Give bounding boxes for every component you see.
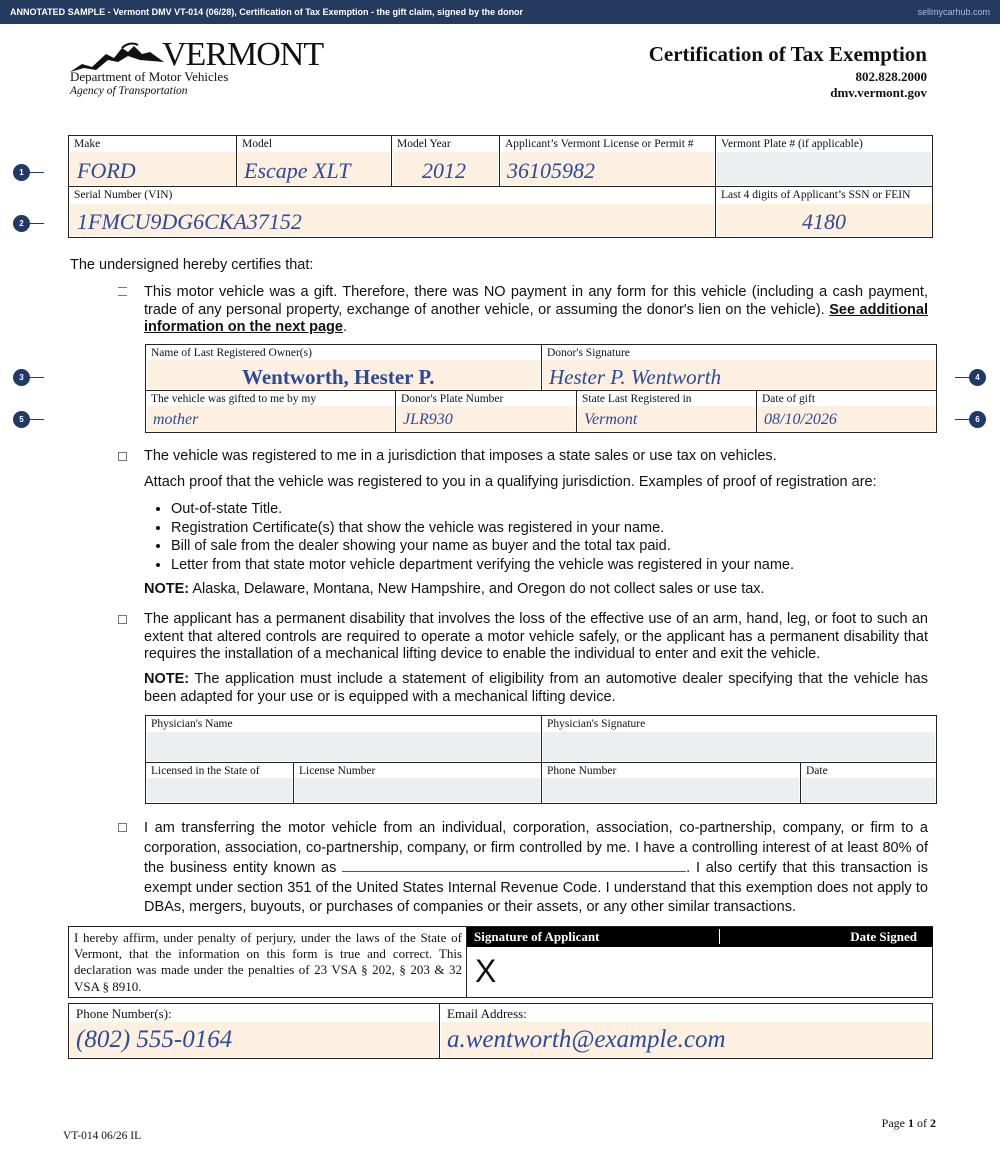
- state-value[interactable]: Vermont: [584, 411, 638, 428]
- phone-label: Phone Number(s):: [76, 1006, 172, 1021]
- make-cell: [69, 136, 237, 187]
- physician-phone-cell: [542, 763, 801, 803]
- phone-value[interactable]: (802) 555-0164: [76, 1026, 233, 1053]
- license-label: Applicant’s Vermont License or Permit #: [505, 138, 694, 150]
- relation-label: The vehicle was gifted to me by my: [151, 393, 317, 405]
- owner-label: Name of Last Registered Owner(s): [151, 347, 312, 359]
- ssn-cell: [716, 187, 932, 237]
- marker-4: 4: [969, 369, 986, 386]
- list-item: • Out-of-state Title.: [171, 500, 928, 519]
- jurisdiction-attach: Attach proof that the vehicle was registered to you in a qualifying jurisdiction. Examples of proof of registration are:: [144, 474, 877, 490]
- date-signed-label: Date Signed: [850, 929, 917, 944]
- form-id: VT-014 06/26 IL: [63, 1130, 142, 1142]
- relation-value[interactable]: mother: [153, 411, 199, 428]
- physician-name-label: Physician's Name: [151, 718, 233, 730]
- licensed-state-label: Licensed in the State of: [151, 765, 260, 777]
- physician-signature-label: Physician's Signature: [547, 718, 646, 730]
- affirmation-box: [68, 926, 933, 998]
- additional-info-link[interactable]: See additional information on the next page: [144, 301, 929, 335]
- marker-1: 1: [13, 164, 30, 181]
- page-number: Page 1 of 2: [881, 1116, 936, 1130]
- physician-name-cell: [146, 716, 542, 763]
- physician-date-label: Date: [806, 765, 828, 777]
- donor-signature-label: Donor's Signature: [547, 347, 630, 359]
- year-value[interactable]: 2012: [422, 158, 466, 183]
- marker-6: 6: [969, 411, 986, 428]
- license-value[interactable]: 36105982: [507, 158, 595, 183]
- form-title: Certification of Tax Exemption: [648, 42, 927, 66]
- disability-checkbox[interactable]: [118, 615, 127, 624]
- licensed-state-cell: [146, 763, 294, 803]
- gift-date-value[interactable]: 08/10/2026: [764, 411, 837, 428]
- year-label: Model Year: [397, 138, 451, 150]
- gift-date-cell: [757, 391, 936, 432]
- transfer-text-after: . I also certify that this transaction is exempt under section 351 of the United States Internal Revenue Code. I understand that this exemption does not apply to DBAs, mergers, buyouts, or purchases of companies or their assets, or any other similar transactions.: [144, 860, 929, 915]
- proof-list: [144, 500, 928, 574]
- make-value[interactable]: FORD: [77, 158, 136, 183]
- donor-plate-cell: [396, 391, 577, 432]
- license-cell: [500, 136, 716, 187]
- year-cell: [392, 136, 500, 187]
- signature-area: [466, 927, 932, 997]
- vermont-logo: [70, 36, 330, 100]
- certify-intro: The undersigned hereby certifies that:: [70, 257, 314, 273]
- physician-phone-label: Phone Number: [547, 765, 617, 777]
- donor-signature-value[interactable]: Hester P. Wentworth: [549, 365, 722, 389]
- transfer-statement: [144, 819, 928, 918]
- note-label: NOTE:: [144, 671, 190, 687]
- donor-plate-value[interactable]: JLR930: [403, 411, 453, 428]
- note-label: NOTE:: [144, 581, 190, 597]
- gift-text: This motor vehicle was a gift. Therefore, there was NO payment in any form for this vehicle (including a cash payment, trade of any personal property, exchange of another vehicle, or assuming the donor's lien on the vehicle).: [144, 284, 928, 318]
- department-name: Department of Motor Vehicles: [70, 69, 229, 84]
- signature-x-mark[interactable]: X: [475, 953, 497, 989]
- gift-statement: This motor vehicle was a gift. Therefore, there was NO payment in any form for this vehicle (including a cash payment, trade of any personal property, exchange of another vehicle, or assuming the donor's lien on the vehicle). See additional information on the next page.: [144, 284, 929, 335]
- email-cell: [440, 1004, 932, 1058]
- gift-details-table: [145, 344, 937, 433]
- brand-wordmark: VERMONT: [162, 36, 324, 73]
- transfer-text: I am transferring the motor vehicle from an individual, corporation, association, co-partnership, company, or firm to a corporation, association, co-partnership, company, or firm controlled by me. I have a controlling interest of at least 80% of the business entity known as: [144, 820, 928, 876]
- gift-date-label: Date of gift: [762, 393, 816, 405]
- plate-cell: [716, 136, 932, 187]
- dmv-phone: 802.828.2000: [855, 69, 927, 84]
- dmv-website: dmv.vermont.gov: [830, 85, 927, 100]
- model-cell: [237, 136, 392, 187]
- model-label: Model: [242, 138, 273, 150]
- note-text: The application must include a statement of eligibility from an automotive dealer specifying that the vehicle has been adapted for your use or is equipped with a mechanical lifting device.: [144, 671, 928, 705]
- annotation-banner: [0, 0, 1000, 24]
- business-entity-field[interactable]: [342, 858, 686, 872]
- signature-header: [467, 927, 933, 947]
- banner-site: sellmycarhub.com: [917, 7, 990, 17]
- transfer-checkbox[interactable]: [118, 823, 127, 832]
- email-value[interactable]: a.wentworth@example.com: [447, 1026, 726, 1053]
- ssn-value[interactable]: 4180: [802, 209, 846, 234]
- banner-title: ANNOTATED SAMPLE - Vermont DMV VT-014 (06/28), Certification of Tax Exemption - the gift claim, signed by the donor: [10, 7, 524, 17]
- physician-signature-cell: [542, 716, 936, 763]
- jurisdiction-statement: The vehicle was registered to me in a jurisdiction that imposes a state sales or use tax on vehicles.: [144, 448, 777, 464]
- owner-value[interactable]: Wentworth, Hester P.: [242, 365, 435, 389]
- ssn-label: Last 4 digits of Applicant’s SSN or FEIN: [721, 189, 911, 201]
- license-number-label: License Number: [299, 765, 376, 777]
- applicant-signature-label: Signature of Applicant: [474, 929, 600, 944]
- phone-cell: [69, 1004, 440, 1058]
- physician-table: [145, 715, 937, 804]
- jurisdiction-checkbox[interactable]: [118, 452, 127, 461]
- disability-statement: The applicant has a permanent disability that involves the loss of the effective use of an arm, hand, leg, or foot to such an extent that altered controls are required to operate a motor vehicle safely, or the applicant has a permanent disability that requires the installation of a mechanical lifting device to enable the individual to enter and exit the vehicle.: [144, 611, 928, 662]
- list-item: • Registration Certificate(s) that show the vehicle was registered in your name.: [171, 519, 928, 538]
- marker-3: 3: [13, 369, 30, 386]
- disability-note: [144, 671, 928, 706]
- vehicle-info-table: [68, 135, 933, 238]
- affirmation-text: I hereby affirm, under penalty of perjury, under the laws of the State of Vermont, that the information on this form is true and correct. This declaration was made under the penalties of 23 VSA § 202, § 203 & 32 VSA § 8910.: [74, 930, 462, 994]
- state-label: State Last Registered in: [582, 393, 692, 405]
- donor-signature-cell: [542, 345, 936, 391]
- make-label: Make: [74, 138, 101, 150]
- jurisdiction-note: [144, 581, 928, 599]
- vin-cell: [69, 187, 716, 237]
- physician-date-cell: [801, 763, 936, 803]
- list-item: • Bill of sale from the dealer showing your name as buyer and the total tax paid.: [171, 537, 928, 556]
- agency-name: Agency of Transportation: [70, 85, 188, 97]
- contact-table: [68, 1003, 933, 1059]
- model-value[interactable]: Escape XLT: [244, 158, 351, 183]
- list-item: • Letter from that state motor vehicle department verifying the vehicle was registered in your name.: [171, 556, 928, 575]
- gift-checkbox[interactable]: [118, 287, 127, 296]
- donor-plate-label: Donor's Plate Number: [401, 393, 504, 405]
- owner-cell: [146, 345, 542, 391]
- relation-cell: [146, 391, 396, 432]
- vin-label: Serial Number (VIN): [74, 189, 173, 201]
- state-cell: [577, 391, 757, 432]
- marker-2: 2: [13, 215, 30, 232]
- marker-5: 5: [13, 411, 30, 428]
- vin-value[interactable]: 1FMCU9DG6CKA37152: [77, 209, 302, 234]
- note-text: Alaska, Delaware, Montana, New Hampshire, and Oregon do not collect sales or use tax.: [192, 581, 765, 597]
- email-label: Email Address:: [447, 1006, 527, 1021]
- license-number-cell: [294, 763, 542, 803]
- plate-label: Vermont Plate # (if applicable): [721, 138, 863, 150]
